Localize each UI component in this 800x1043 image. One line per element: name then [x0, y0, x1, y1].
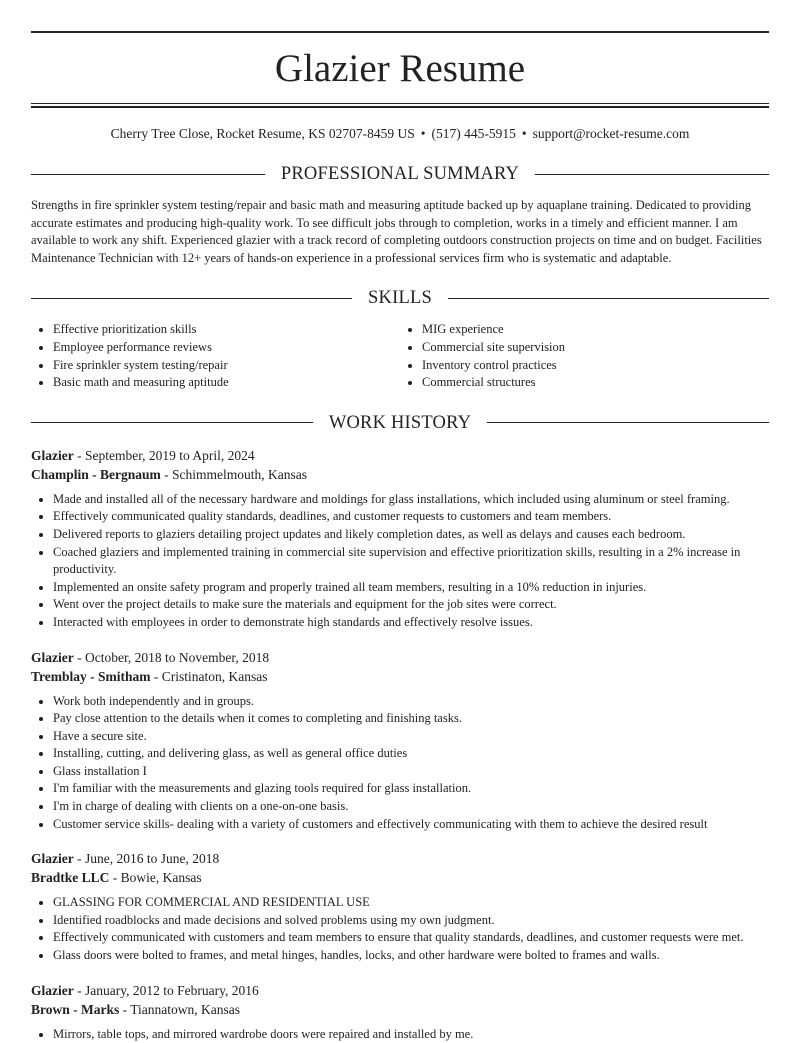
job-title-line: Glazier - June, 2016 to June, 2018: [31, 851, 220, 867]
job-bullet: • Made and installed all of the necessary hardware and moldings for glass installations, which included using aluminum or steel framing.: [53, 491, 769, 509]
job-company: Tremblay - Smitham: [31, 668, 151, 684]
job-dates: June, 2016 to June, 2018: [84, 851, 220, 867]
job-company-line: Tremblay - Smitham - Cristinaton, Kansas: [31, 668, 268, 684]
skill-item: • Employee performance reviews: [53, 339, 400, 357]
job-title-line: Glazier - January, 2012 to February, 2016: [31, 982, 259, 998]
job-bullet: • Customer service skills- dealing with a variety of customers and effectively communicating with them to achieve the desired result: [53, 816, 769, 834]
job-bullet: • Delivered reports to glaziers detailing project updates and likely completion dates, as well as delays and causes each bedroom.: [53, 526, 769, 544]
job-company: Brown - Marks: [31, 1001, 120, 1017]
job-dates: October, 2018 to November, 2018: [84, 649, 270, 665]
title-double-rule: [31, 103, 769, 108]
contact-line: [31, 125, 769, 143]
job-bullet: • Have a secure site.: [53, 728, 769, 746]
section-heading-summary: [31, 163, 769, 185]
job-bullet: • Installing, cutting, and delivering glass, as well as general office duties: [53, 745, 769, 763]
job-title-line: Glazier - September, 2019 to April, 2024: [31, 447, 255, 463]
job-bullet: • I'm in charge of dealing with clients on a one-on-one basis.: [53, 798, 769, 816]
contact-address: Cherry Tree Close, Rocket Resume, KS 02707-8459 US: [110, 126, 415, 141]
job-bullets: [31, 693, 769, 834]
job-company: Champlin - Bergnaum: [31, 466, 161, 482]
skills-column-left: [31, 321, 400, 391]
job-bullet: • Mirrors, table tops, and mirrored wardrobe doors were repaired and installed by me.: [53, 1026, 769, 1043]
section-title: WORK HISTORY: [328, 412, 472, 433]
job-title: Glazier: [31, 649, 74, 665]
job-company-line: Bradtke LLC - Bowie, Kansas: [31, 870, 202, 886]
job-bullets: [31, 1026, 769, 1043]
job-title: Glazier: [31, 851, 74, 867]
skill-item: • Commercial site supervision: [422, 339, 769, 357]
job-bullet: • Glass doors were bolted to frames, and metal hinges, handles, locks, and other hardware were bolted to frames and walls.: [53, 947, 769, 965]
job-bullet: • Implemented an onsite safety program and properly trained all team members, resulting in a 10% reduction in injuries.: [53, 579, 769, 597]
heading-rule: [535, 174, 769, 175]
job-dates: January, 2012 to February, 2016: [84, 982, 259, 998]
heading-rule: [487, 422, 769, 423]
skill-item: • Commercial structures: [422, 374, 769, 392]
job-bullet: • Glass installation I: [53, 763, 769, 781]
job-bullets: [31, 491, 769, 632]
job-title: Glazier: [31, 447, 74, 463]
section-heading-work: [31, 412, 769, 434]
job-bullet: • Interacted with employees in order to demonstrate high standards and effectively resolve issues.: [53, 614, 769, 632]
job-bullet: • GLASSING FOR COMMERCIAL AND RESIDENTIAL USE: [53, 894, 769, 912]
job-bullet: • Pay close attention to the details when it comes to completing and finishing tasks.: [53, 710, 769, 728]
contact-separator: •: [420, 126, 426, 141]
job-bullet: • I'm familiar with the measurements and glazing tools required for glass installation.: [53, 780, 769, 798]
contact-email: support@rocket-resume.com: [532, 126, 690, 141]
job-location: Schimmelmouth, Kansas: [172, 466, 308, 482]
job-bullet: • Coached glaziers and implemented training in commercial site supervision and effective prioritization skills, resulting in a 2% increase in productivity.: [53, 544, 769, 579]
job-title: Glazier: [31, 982, 74, 998]
heading-rule: [31, 422, 313, 423]
resume-page: [31, 0, 769, 1043]
job-location: Bowie, Kansas: [120, 870, 202, 886]
job-location: Tiannatown, Kansas: [130, 1001, 241, 1017]
section-heading-skills: [31, 287, 769, 309]
job-bullet: • Identified roadblocks and made decisions and solved problems using my own judgment.: [53, 912, 769, 930]
contact-separator: •: [521, 126, 527, 141]
job-entry: [31, 849, 769, 964]
top-rule: [31, 31, 769, 33]
job-bullet: • Went over the project details to make sure the materials and equipment for the job sites were correct.: [53, 596, 769, 614]
contact-phone: (517) 445-5915: [431, 126, 516, 141]
job-entry: [31, 648, 769, 834]
summary-text: Strengths in fire sprinkler system testing/repair and basic math and measuring aptitude backed up by aquaplane training. Dedicated to providing accurate estimates and producing high-quality work. To see difficult jobs through to completion, works in a timely and efficient manner. I am available to work any shift. Experienced glazier with a track record of completing outdoors construction projects on time and on budget. Facilities Maintenance Technician with 12+ years of hands-on experience in a professional services firm who is systematic and adaptable.: [31, 198, 762, 265]
section-title: PROFESSIONAL SUMMARY: [280, 164, 520, 184]
heading-rule: [31, 298, 352, 299]
job-title-line: Glazier - October, 2018 to November, 2018: [31, 649, 270, 665]
job-company-line: Champlin - Bergnaum - Schimmelmouth, Kansas: [31, 466, 308, 482]
section-title: SKILLS: [368, 288, 432, 309]
job-entry: [31, 446, 769, 632]
skill-item: • Effective prioritization skills: [53, 321, 400, 339]
job-dates: September, 2019 to April, 2024: [84, 447, 255, 463]
job-location: Cristinaton, Kansas: [161, 668, 268, 684]
job-bullet: • Effectively communicated with customers and team members to ensure that quality standards, deadlines, and customer requests were met.: [53, 929, 769, 947]
job-bullet: • Effectively communicated quality standards, deadlines, and customer requests to customers and team members.: [53, 508, 769, 526]
heading-rule: [448, 298, 769, 299]
heading-rule: [31, 174, 265, 175]
job-entry: [31, 981, 769, 1043]
skill-item: • Inventory control practices: [422, 357, 769, 375]
skill-item: • MIG experience: [422, 321, 769, 339]
skills-column-right: [400, 321, 769, 391]
job-bullet: • Work both independently and in groups.: [53, 693, 769, 711]
resume-title: Glazier Resume: [274, 47, 526, 90]
skills-list: [31, 321, 769, 391]
job-company-line: Brown - Marks - Tiannatown, Kansas: [31, 1001, 241, 1017]
job-bullets: [31, 894, 769, 964]
skill-item: • Basic math and measuring aptitude: [53, 374, 400, 392]
skill-item: • Fire sprinkler system testing/repair: [53, 357, 400, 375]
job-company: Bradtke LLC: [31, 870, 110, 886]
